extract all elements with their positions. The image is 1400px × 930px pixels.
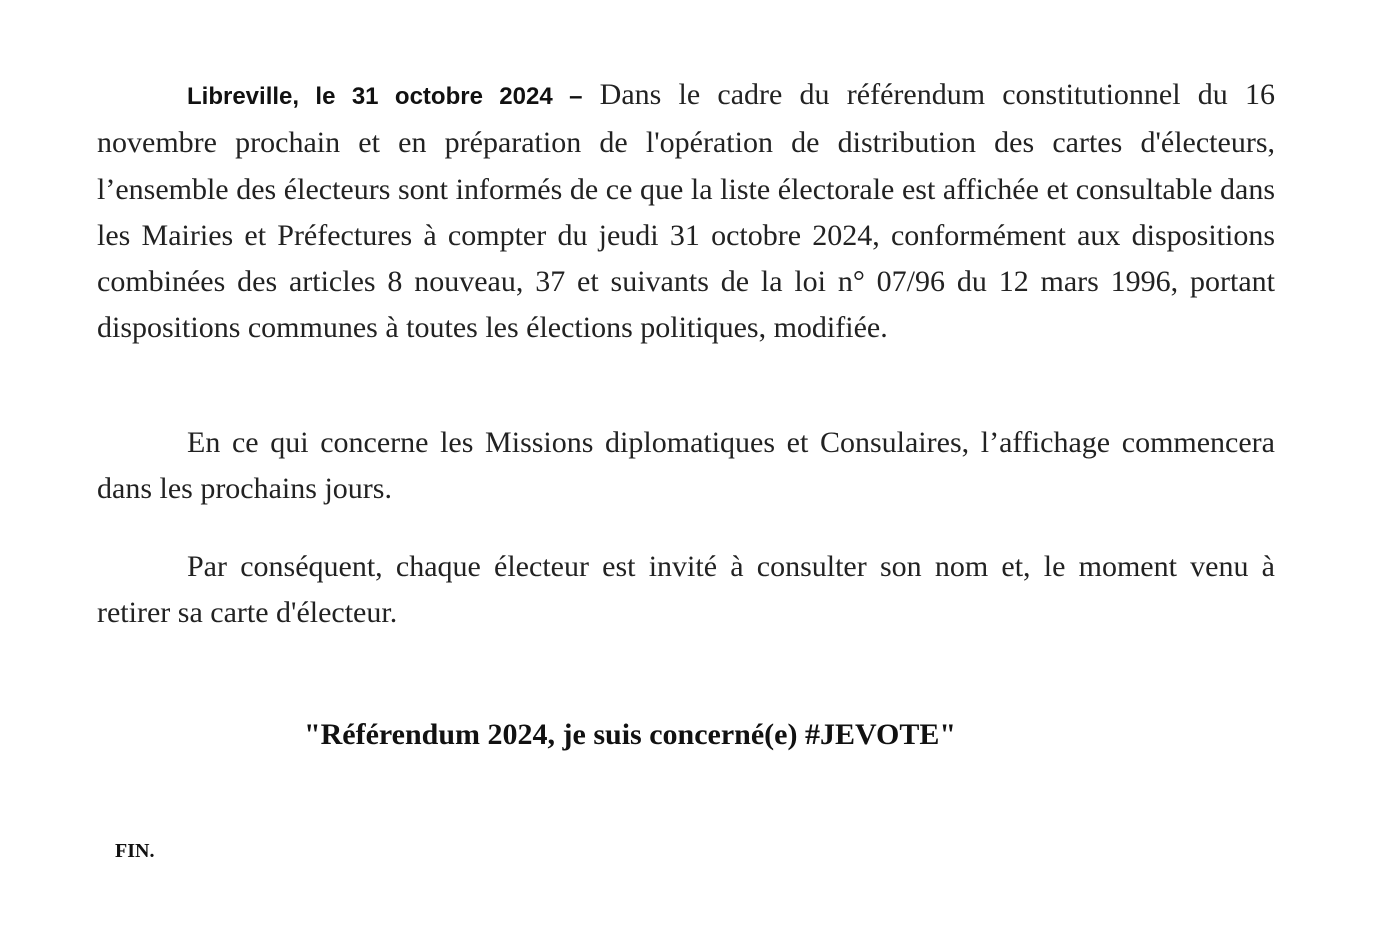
paragraph-diplomatic-missions: En ce qui concerne les Missions diplomatiques et Consulaires, l’affichage commencera dans les prochains jours. <box>97 426 1275 506</box>
end-marker: FIN. <box>115 840 155 862</box>
paragraph-announcement-body: Dans le cadre du référendum constitutionnel du 16 novembre prochain et en préparation de l'opération de distribution des cartes d'électeurs, l’ensemble des électeurs sont informés de ce que la liste électorale est affichée et consultable dans les Mairies et Préfectures à compter du jeudi 31 octobre 2024, conformément aux dispositions combinées des articles 8 nouveau, 37 et suivants de la loi n° 07/96 du 12 mars 1996, portant dispositions communes à toutes les élections politiques, modifiée. <box>97 78 1275 345</box>
paragraph-announcement <box>97 72 1275 352</box>
paragraph-invitation: Par conséquent, chaque électeur est invité à consulter son nom et, le moment venu à retirer sa carte d'électeur. <box>97 550 1275 630</box>
dateline: Libreville, le 31 octobre 2024 – <box>187 83 583 110</box>
slogan: "Référendum 2024, je suis concerné(e) #JEVOTE" <box>303 718 957 751</box>
